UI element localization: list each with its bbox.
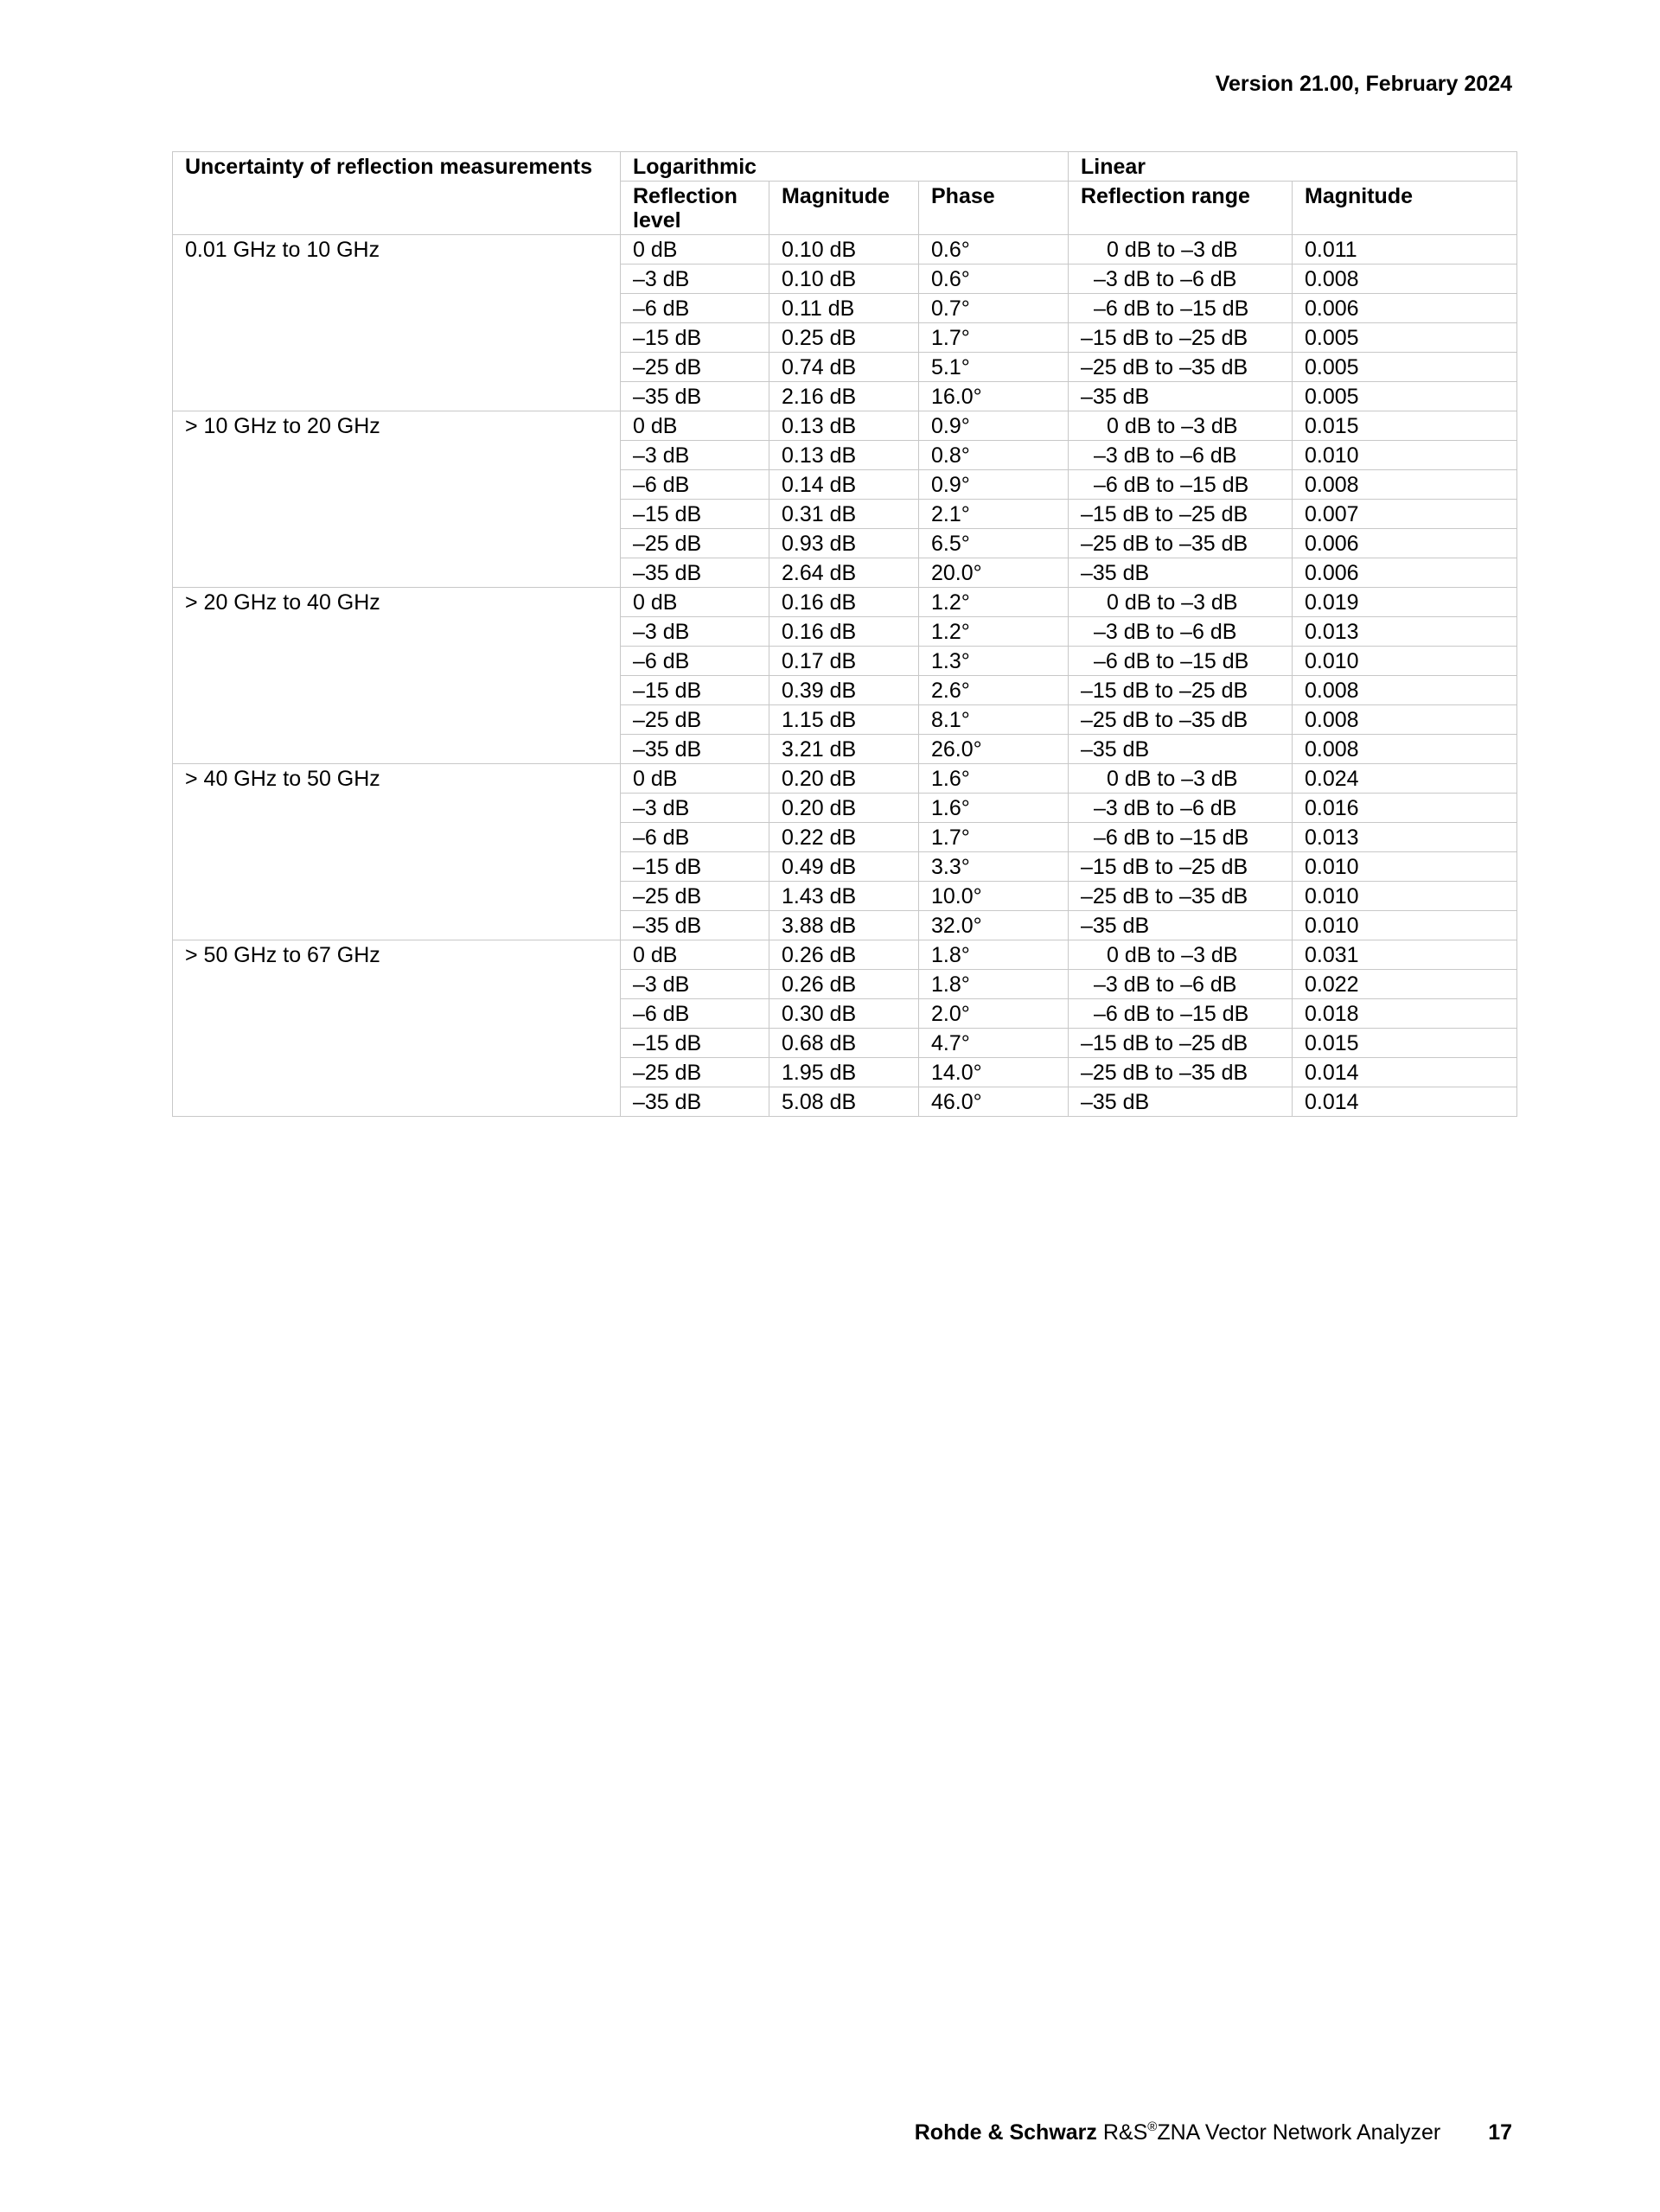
phase-cell: 10.0° — [919, 882, 1069, 911]
reflection-level-cell: –35 dB — [621, 382, 769, 411]
reflection-range-cell: –15 dB to –25 dB — [1069, 852, 1293, 882]
lin-magnitude-cell: 0.022 — [1293, 970, 1517, 999]
table-row — [173, 588, 1517, 617]
lin-magnitude-cell: 0.013 — [1293, 617, 1517, 647]
phase-cell: 1.8° — [919, 970, 1069, 999]
reflection-range-cell: –25 dB to –35 dB — [1069, 882, 1293, 911]
frequency-band-label: > 10 GHz to 20 GHz — [173, 411, 621, 588]
reflection-range-cell: 0 dB to –3 dB — [1069, 764, 1293, 794]
phase-cell: 0.7° — [919, 294, 1069, 323]
phase-cell: 1.7° — [919, 323, 1069, 353]
phase-cell: 20.0° — [919, 558, 1069, 588]
lin-magnitude-cell: 0.015 — [1293, 1029, 1517, 1058]
reflection-range-cell: –35 dB — [1069, 1087, 1293, 1117]
phase-cell: 1.6° — [919, 764, 1069, 794]
reflection-level-cell: –3 dB — [621, 617, 769, 647]
lin-magnitude-cell: 0.006 — [1293, 294, 1517, 323]
lin-magnitude-cell: 0.008 — [1293, 470, 1517, 500]
lin-magnitude-cell: 0.005 — [1293, 353, 1517, 382]
reflection-range-cell: –25 dB to –35 dB — [1069, 353, 1293, 382]
phase-cell: 0.6° — [919, 265, 1069, 294]
reflection-level-cell: –15 dB — [621, 676, 769, 705]
page-footer — [915, 2120, 1512, 2145]
reflection-level-cell: –3 dB — [621, 970, 769, 999]
phase-cell: 0.8° — [919, 441, 1069, 470]
reflection-level-cell: 0 dB — [621, 764, 769, 794]
log-magnitude-cell: 1.95 dB — [769, 1058, 919, 1087]
log-magnitude-cell: 0.39 dB — [769, 676, 919, 705]
log-magnitude-cell: 0.93 dB — [769, 529, 919, 558]
log-magnitude-cell: 2.16 dB — [769, 382, 919, 411]
reflection-level-cell: –3 dB — [621, 794, 769, 823]
reflection-level-cell: –6 dB — [621, 470, 769, 500]
reflection-level-cell: –6 dB — [621, 823, 769, 852]
log-magnitude-cell: 0.17 dB — [769, 647, 919, 676]
phase-cell: 14.0° — [919, 1058, 1069, 1087]
log-magnitude-cell: 0.22 dB — [769, 823, 919, 852]
phase-cell: 1.7° — [919, 823, 1069, 852]
log-magnitude-cell: 5.08 dB — [769, 1087, 919, 1117]
reflection-range-cell: –15 dB to –25 dB — [1069, 323, 1293, 353]
lin-magnitude-cell: 0.019 — [1293, 588, 1517, 617]
lin-magnitude-cell: 0.006 — [1293, 558, 1517, 588]
reflection-level-cell: –15 dB — [621, 852, 769, 882]
reflection-level-cell: –15 dB — [621, 1029, 769, 1058]
reflection-level-cell: –15 dB — [621, 323, 769, 353]
phase-cell: 16.0° — [919, 382, 1069, 411]
reflection-range-cell: 0 dB to –3 dB — [1069, 588, 1293, 617]
page-number: 17 — [1488, 2120, 1512, 2145]
reflection-range-cell: –3 dB to –6 dB — [1069, 794, 1293, 823]
table-row — [173, 411, 1517, 441]
log-magnitude-cell: 2.64 dB — [769, 558, 919, 588]
reflection-range-cell: –6 dB to –15 dB — [1069, 823, 1293, 852]
reflection-range-cell: –35 dB — [1069, 735, 1293, 764]
phase-cell: 3.3° — [919, 852, 1069, 882]
frequency-band-label: > 50 GHz to 67 GHz — [173, 940, 621, 1117]
col-header-reflection-level: Reflection level — [621, 182, 769, 235]
col-header-lin-magnitude: Magnitude — [1293, 182, 1517, 235]
reflection-level-cell: –6 dB — [621, 294, 769, 323]
log-magnitude-cell: 0.25 dB — [769, 323, 919, 353]
phase-cell: 6.5° — [919, 529, 1069, 558]
phase-cell: 1.2° — [919, 588, 1069, 617]
log-magnitude-cell: 0.20 dB — [769, 794, 919, 823]
lin-magnitude-cell: 0.010 — [1293, 647, 1517, 676]
reflection-range-cell: –15 dB to –25 dB — [1069, 676, 1293, 705]
reflection-range-cell: –3 dB to –6 dB — [1069, 970, 1293, 999]
frequency-band-label: > 40 GHz to 50 GHz — [173, 764, 621, 940]
reflection-range-cell: –35 dB — [1069, 558, 1293, 588]
reflection-range-cell: –6 dB to –15 dB — [1069, 999, 1293, 1029]
col-header-log-magnitude: Magnitude — [769, 182, 919, 235]
table-header-row-1 — [173, 152, 1517, 182]
col-header-reflection-range: Reflection range — [1069, 182, 1293, 235]
reflection-range-cell: –3 dB to –6 dB — [1069, 265, 1293, 294]
table-row — [173, 235, 1517, 265]
lin-magnitude-cell: 0.013 — [1293, 823, 1517, 852]
reflection-range-cell: –3 dB to –6 dB — [1069, 617, 1293, 647]
footer-product-prefix: R&S — [1102, 2120, 1148, 2145]
table-row — [173, 940, 1517, 970]
reflection-level-cell: –25 dB — [621, 1058, 769, 1087]
reflection-level-cell: –3 dB — [621, 441, 769, 470]
footer-product-name: ZNA Vector Network Analyzer — [1157, 2120, 1441, 2145]
lin-magnitude-cell: 0.014 — [1293, 1087, 1517, 1117]
log-magnitude-cell: 1.43 dB — [769, 882, 919, 911]
phase-cell: 32.0° — [919, 911, 1069, 940]
lin-magnitude-cell: 0.008 — [1293, 265, 1517, 294]
reflection-level-cell: –6 dB — [621, 999, 769, 1029]
log-magnitude-cell: 0.26 dB — [769, 970, 919, 999]
reflection-level-cell: –6 dB — [621, 647, 769, 676]
lin-magnitude-cell: 0.024 — [1293, 764, 1517, 794]
reflection-range-cell: –25 dB to –35 dB — [1069, 1058, 1293, 1087]
reflection-range-cell: –15 dB to –25 dB — [1069, 500, 1293, 529]
log-magnitude-cell: 0.26 dB — [769, 940, 919, 970]
log-magnitude-cell: 0.13 dB — [769, 411, 919, 441]
reflection-level-cell: 0 dB — [621, 940, 769, 970]
lin-magnitude-cell: 0.005 — [1293, 382, 1517, 411]
reflection-range-cell: 0 dB to –3 dB — [1069, 940, 1293, 970]
lin-magnitude-cell: 0.010 — [1293, 882, 1517, 911]
log-magnitude-cell: 3.88 dB — [769, 911, 919, 940]
reflection-range-cell: –15 dB to –25 dB — [1069, 1029, 1293, 1058]
registered-mark: ® — [1147, 2120, 1158, 2134]
group-header-linear: Linear — [1069, 152, 1517, 182]
log-magnitude-cell: 0.13 dB — [769, 441, 919, 470]
lin-magnitude-cell: 0.008 — [1293, 676, 1517, 705]
log-magnitude-cell: 0.49 dB — [769, 852, 919, 882]
reflection-level-cell: –25 dB — [621, 353, 769, 382]
reflection-range-cell: –6 dB to –15 dB — [1069, 294, 1293, 323]
lin-magnitude-cell: 0.006 — [1293, 529, 1517, 558]
reflection-range-cell: –3 dB to –6 dB — [1069, 441, 1293, 470]
log-magnitude-cell: 1.15 dB — [769, 705, 919, 735]
table-row — [173, 764, 1517, 794]
frequency-band-label: 0.01 GHz to 10 GHz — [173, 235, 621, 411]
lin-magnitude-cell: 0.016 — [1293, 794, 1517, 823]
log-magnitude-cell: 0.31 dB — [769, 500, 919, 529]
log-magnitude-cell: 0.11 dB — [769, 294, 919, 323]
phase-cell: 2.0° — [919, 999, 1069, 1029]
phase-cell: 1.2° — [919, 617, 1069, 647]
log-magnitude-cell: 0.30 dB — [769, 999, 919, 1029]
reflection-range-cell: –35 dB — [1069, 911, 1293, 940]
phase-cell: 0.6° — [919, 235, 1069, 265]
reflection-range-cell: –6 dB to –15 dB — [1069, 470, 1293, 500]
phase-cell: 8.1° — [919, 705, 1069, 735]
reflection-uncertainty-table — [172, 151, 1517, 1117]
log-magnitude-cell: 0.10 dB — [769, 235, 919, 265]
phase-cell: 2.6° — [919, 676, 1069, 705]
lin-magnitude-cell: 0.005 — [1293, 323, 1517, 353]
lin-magnitude-cell: 0.010 — [1293, 911, 1517, 940]
group-header-logarithmic: Logarithmic — [621, 152, 1069, 182]
document-version: Version 21.00, February 2024 — [1215, 72, 1512, 96]
reflection-range-cell: –25 dB to –35 dB — [1069, 529, 1293, 558]
phase-cell: 2.1° — [919, 500, 1069, 529]
log-magnitude-cell: 0.14 dB — [769, 470, 919, 500]
footer-brand: Rohde & Schwarz — [914, 2120, 1097, 2145]
phase-cell: 5.1° — [919, 353, 1069, 382]
phase-cell: 0.9° — [919, 470, 1069, 500]
reflection-level-cell: –3 dB — [621, 265, 769, 294]
lin-magnitude-cell: 0.008 — [1293, 705, 1517, 735]
reflection-level-cell: 0 dB — [621, 411, 769, 441]
lin-magnitude-cell: 0.010 — [1293, 441, 1517, 470]
reflection-level-cell: –15 dB — [621, 500, 769, 529]
reflection-range-cell: –25 dB to –35 dB — [1069, 705, 1293, 735]
phase-cell: 26.0° — [919, 735, 1069, 764]
log-magnitude-cell: 0.16 dB — [769, 617, 919, 647]
reflection-range-cell: –35 dB — [1069, 382, 1293, 411]
log-magnitude-cell: 0.68 dB — [769, 1029, 919, 1058]
table-body — [173, 235, 1517, 1117]
frequency-band-label: > 20 GHz to 40 GHz — [173, 588, 621, 764]
table-title: Uncertainty of reflection measurements — [173, 152, 621, 235]
log-magnitude-cell: 0.20 dB — [769, 764, 919, 794]
col-header-phase: Phase — [919, 182, 1069, 235]
log-magnitude-cell: 0.16 dB — [769, 588, 919, 617]
reflection-level-cell: 0 dB — [621, 235, 769, 265]
reflection-level-cell: 0 dB — [621, 588, 769, 617]
reflection-level-cell: –25 dB — [621, 529, 769, 558]
reflection-range-cell: –6 dB to –15 dB — [1069, 647, 1293, 676]
log-magnitude-cell: 0.10 dB — [769, 265, 919, 294]
reflection-level-cell: –35 dB — [621, 1087, 769, 1117]
phase-cell: 0.9° — [919, 411, 1069, 441]
reflection-level-cell: –25 dB — [621, 705, 769, 735]
lin-magnitude-cell: 0.031 — [1293, 940, 1517, 970]
reflection-level-cell: –35 dB — [621, 558, 769, 588]
lin-magnitude-cell: 0.010 — [1293, 852, 1517, 882]
lin-magnitude-cell: 0.007 — [1293, 500, 1517, 529]
reflection-level-cell: –35 dB — [621, 911, 769, 940]
phase-cell: 1.8° — [919, 940, 1069, 970]
log-magnitude-cell: 0.74 dB — [769, 353, 919, 382]
phase-cell: 46.0° — [919, 1087, 1069, 1117]
lin-magnitude-cell: 0.014 — [1293, 1058, 1517, 1087]
reflection-range-cell: 0 dB to –3 dB — [1069, 235, 1293, 265]
phase-cell: 4.7° — [919, 1029, 1069, 1058]
lin-magnitude-cell: 0.008 — [1293, 735, 1517, 764]
lin-magnitude-cell: 0.011 — [1293, 235, 1517, 265]
reflection-level-cell: –35 dB — [621, 735, 769, 764]
lin-magnitude-cell: 0.018 — [1293, 999, 1517, 1029]
phase-cell: 1.6° — [919, 794, 1069, 823]
reflection-level-cell: –25 dB — [621, 882, 769, 911]
phase-cell: 1.3° — [919, 647, 1069, 676]
reflection-range-cell: 0 dB to –3 dB — [1069, 411, 1293, 441]
log-magnitude-cell: 3.21 dB — [769, 735, 919, 764]
lin-magnitude-cell: 0.015 — [1293, 411, 1517, 441]
